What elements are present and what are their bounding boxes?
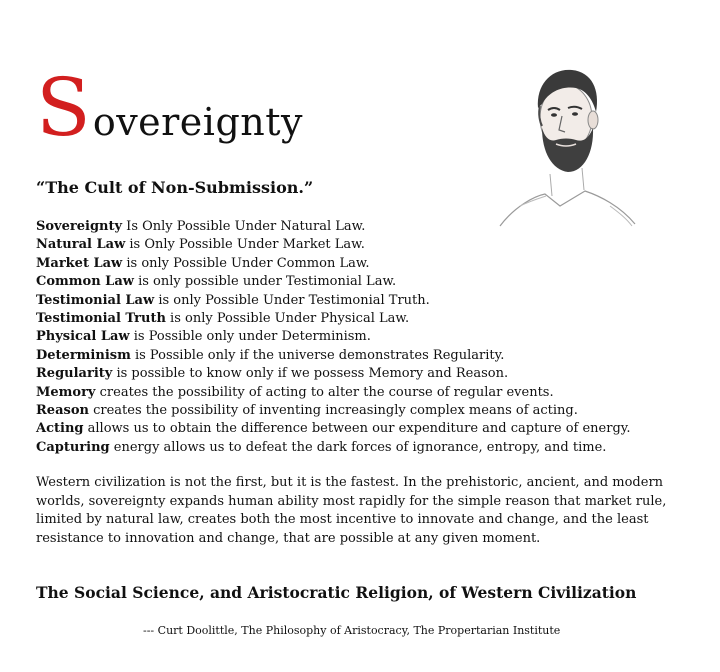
law-line <box>36 236 696 254</box>
law-term: Common Law <box>36 274 134 290</box>
law-line <box>36 218 696 236</box>
law-term: Acting <box>36 421 84 437</box>
law-text: energy allows us to defeat the dark forces of ignorance, entropy, and time. <box>109 439 607 455</box>
law-text: is only Possible Under Physical Law. <box>165 311 410 327</box>
body-paragraph: Western civilization is not the first, but it is the fastest. In the prehistoric, ancient, and modern worlds, sovereignty expands human ability most rapidly for the simple reason that market rule, limited by natural law, creates both the most incentive to innovate and change, and the least resistance to innovation and change, that are possible at any given moment. <box>36 475 667 546</box>
law-text: is Possible only if the universe demonstrates Regularity. <box>130 347 505 363</box>
law-text: is possible to know only if we possess Memory and Reason. <box>112 366 509 382</box>
laws-list <box>36 218 696 457</box>
law-text: allows us to obtain the difference between our expenditure and capture of energy. <box>83 421 631 437</box>
law-term: Determinism <box>36 347 131 363</box>
law-term: Reason <box>36 403 89 419</box>
law-line <box>36 402 696 420</box>
law-line <box>36 384 696 402</box>
attribution-line: --- Curt Doolittle, The Philosophy of Aristocracy, The Propertarian Institute <box>143 624 561 637</box>
law-text: is only possible under Testimonial Law. <box>133 274 397 290</box>
law-line <box>36 273 696 291</box>
law-line <box>36 439 696 457</box>
law-term: Testimonial Truth <box>36 311 166 327</box>
portrait-sketch <box>490 56 638 236</box>
law-line <box>36 420 696 438</box>
law-term: Physical Law <box>36 329 130 345</box>
title-initial: S <box>36 61 91 154</box>
law-term: Memory <box>36 384 96 400</box>
subtitle-quote: “The Cult of Non-Submission.” <box>36 178 314 197</box>
law-text: is Possible only under Determinism. <box>129 329 371 345</box>
law-line <box>36 310 696 328</box>
law-text: is only Possible Under Testimonial Truth. <box>154 292 430 308</box>
law-text: is Only Possible Under Market Law. <box>125 237 365 253</box>
page-title <box>36 61 303 154</box>
law-term: Regularity <box>36 366 113 382</box>
law-term: Natural Law <box>36 237 126 253</box>
law-term: Capturing <box>36 439 110 455</box>
law-text: Is Only Possible Under Natural Law. <box>122 219 366 234</box>
law-line <box>36 347 696 365</box>
law-text: creates the possibility of acting to alter the course of regular events. <box>95 384 554 400</box>
law-line <box>36 365 696 383</box>
law-term: Market Law <box>36 255 123 271</box>
law-text: is only Possible Under Common Law. <box>122 255 370 271</box>
law-line <box>36 292 696 310</box>
law-line <box>36 328 696 346</box>
law-term: Testimonial Law <box>36 292 155 308</box>
title-rest: overeignty <box>92 100 303 144</box>
law-text: creates the possibility of inventing increasingly complex means of acting. <box>88 403 578 419</box>
closing-heading: The Social Science, and Aristocratic Religion, of Western Civilization <box>36 583 637 602</box>
law-line <box>36 255 696 273</box>
law-term: Sovereignty <box>36 219 123 234</box>
